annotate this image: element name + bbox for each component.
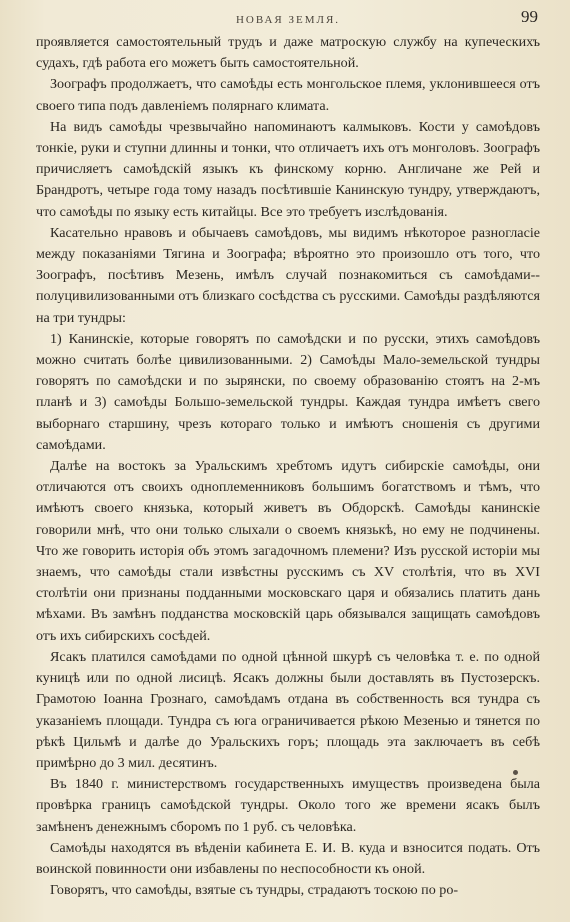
paragraph: Ясакъ платился самоѣдами по одной цѣнной шкурѣ съ человѣка т. е. по одной куницѣ или по одной лисицѣ. Ясакъ должны были доставлять въ Пустозерскъ. Грамотою Іоанна Грознаго, самоѣдамъ отдана въ собственность вся тундра съ указаніемъ площади. Тундра съ юга ограничивается рѣкою Мезенью и тянется по рѣкѣ Цильмѣ и далѣе до Уральскихъ горъ; площадь эта заключаетъ въ себѣ примѣрно до 3 мил. десятинъ.	[36, 648, 540, 771]
body-text	[36, 32, 540, 901]
page-header	[36, 6, 540, 32]
running-head: НОВАЯ ЗЕМЛЯ.	[235, 14, 341, 26]
paragraph: На видъ самоѣды чрезвычайно напоминаютъ калмыковъ. Кости у самоѣдовъ тонкіе, руки и ступни длинны и тонки, что отличаетъ ихъ отъ монголовъ. Зоографъ причисляетъ самоѣдскій языкъ къ финскому корню. Англичане же Рей и Брандротъ, четыре года тому назадъ посѣтившіе Канинскую тундру, утверждаютъ, что самоѣды по языку есть китайцы. Все это требуетъ изслѣдованія.	[36, 118, 540, 220]
paragraph: проявляется самостоятельный трудъ и даже матроскую службу на купеческихъ судахъ, гдѣ работа его можетъ быть самостоятельной.	[36, 34, 540, 72]
paragraph: Зоографъ продолжаетъ, что самоѣды есть монгольское племя, уклонившееся отъ своего типа подъ давленіемъ полярнаго климата.	[36, 76, 540, 114]
paragraph: Далѣе на востокъ за Уральскимъ хребтомъ идутъ сибирскіе самоѣды, они отличаются отъ своихъ одноплеменниковъ большимъ богатствомъ и тѣмъ, что имѣютъ своего князька, который живетъ въ Обдорскѣ. Самоѣды канинскіе говорили мнѣ, что они только слыхали о своемъ князькѣ, но ему не подчинены. Что же говорить исторія объ этомъ загадочномъ племени? Изъ русской исторіи мы знаемъ, что самоѣды стали извѣстны русскимъ съ XV столѣтія, что въ XVI столѣтіи они признаны подданными московскаго царя и обязались платить дань мѣхами. Въ замѣнъ подданства московскій царь обязывался защищать самоѣдовъ отъ ихъ сибирскихъ сосѣдей.	[36, 458, 540, 644]
page-number: 99	[521, 7, 538, 26]
ink-spot	[513, 770, 518, 775]
paragraph: Касательно нравовъ и обычаевъ самоѣдовъ, мы видимъ нѣкоторое разногласіе между показаніями Тягина и Зоографа; вѣроятно это произошло отъ того, что Зоографъ, посѣтивъ Мезень, имѣлъ случай познакомиться съ самоѣдами--полуцивилизованными отъ близкаго сосѣдства съ русскими. Самоѣды раздѣляются на три тундры:	[36, 224, 540, 326]
paragraph: 1) Канинскіе, которые говорятъ по самоѣдски и по русски, этихъ самоѣдовъ можно считать болѣе цивилизованными. 2) Самоѣды Мало-земельской тундры говорятъ по самоѣдски и по зырянски, по своему образованію стоятъ на 2-мъ планѣ и 3) самоѣды Большо-земельской тундры. Каждая тундра имѣетъ свего выборнаго старшину, чрезъ котораго только и имѣютъ сношенія съ другими самоѣдами.	[36, 330, 540, 453]
paragraph: Говорятъ, что самоѣды, взятые съ тундры, страдаютъ тоскою по ро-	[50, 882, 459, 899]
paragraph: Самоѣды находятся въ вѣденіи кабинета Е. И. В. куда и взносится подать. Отъ воинской повинности они избавлены по неспособности къ оной.	[36, 839, 540, 877]
paragraph: Въ 1840 г. министерствомъ государственныхъ имуществъ произведена была провѣрка границъ самоѣдской тундры. Около того же времени ясакъ былъ замѣненъ денежнымъ сборомъ по 1 руб. съ человѣка.	[36, 776, 540, 835]
